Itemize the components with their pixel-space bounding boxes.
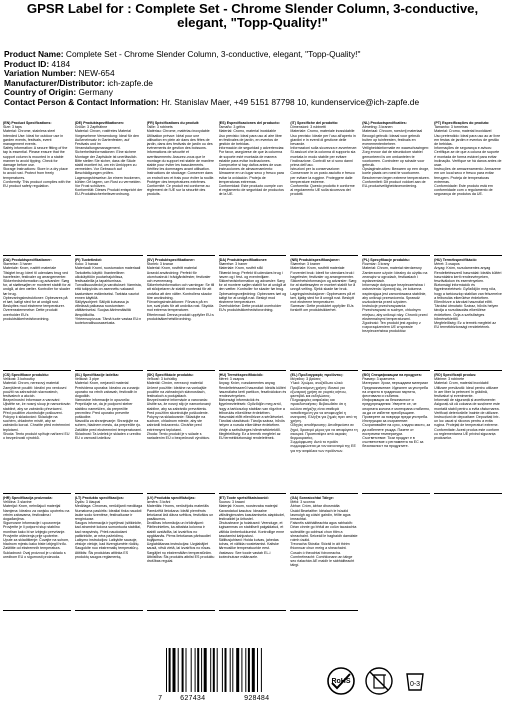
barcode-bar	[232, 648, 233, 692]
spec-heading: (HU) Termékspecifikációk:	[218, 373, 264, 377]
spec-block	[362, 258, 430, 371]
spec-text: Velikost: 3 kohoutky Materiál: Chrom, nerezový materiál Zamýšlené použití: Ideální pro venkovní použití na zahradních slavnostech, festivalech a akcích. Bezpečnostní informace a varování: Ujistěte se, že nosný sloup je namontován stabilně, aby se zabránilo převrácení. Před použitím zkontrolujte poškození. Pokyny k skladování: Skladujte na suchém, chladném místě, aby se zabránilo korozi. Chraňte před extrémními teplotami. Shoda: Tento produkt splňuje nařízení EU o bezpečnosti výrobků.	[3, 377, 71, 441]
spec-heading: (PT) Especificações do produto:	[434, 121, 490, 125]
spec-heading: (LV) Produkta specifikācijas:	[146, 496, 196, 500]
spec-text: Suurus: 3 kraani Materjal: Kroom, roostevaba materjal Kavandatud kasutus: Ideaalne välistingimustes kasutamiseks aiapidudel, festivalidel ja üritustel. Ohutusteave ja hoiatused: Veenduge, et tugisammas on stabiilselt paigaldatud, et vältida ümberkukkumist. Kontrollige enne kasutamist kahjustusi. Säilitusjuhised: Hoida kuivas, jahedas kohas, et vältida roostetamist. Kaitske äärmuslike temperatuuride eest. Vastavus: See toode vastab EL-i tooteohutuse määrusele.	[218, 500, 286, 559]
barcode-bar	[257, 648, 258, 692]
spec-heading: (NB) Produktspesifikasjoner:	[290, 258, 340, 262]
spec-text: Méret: 3 csapos Anyag: Króm, rozsdamentes anyag Rendeltetésszerű használat: Ideális kültéri használatra kerti rendezvényeken, fesztiválokon és eseményeken. Biztonsági információk és figyelmeztetések: Győződjön meg róla, hogy a tartóoszlop stabilan van felszerelve a felborulás elkerülése érdekében. Ellenőrizze a károkat használat előtt. Tárolási útmutató: Száraz, hűvös helyen tárolja a rozsdásodás elkerülése érdekében. Óvja a szélsőséges hőmérséklettől. Megfelelőség: Ez a termék megfelel az EU termékbiztonsági rendeletének.	[434, 262, 502, 330]
spec-heading: (SL) Specifikacije izdelka:	[74, 373, 119, 377]
spec-heading: (RO) Specificații produs:	[434, 373, 477, 377]
spec-heading: (IT) Specifiche del prodotto:	[290, 121, 339, 125]
info-label: Product Name:	[4, 50, 64, 59]
spec-text: Veličina: 3 slavine Materijal: Krom, nehrđajući materijal Namjena: Idealno za vanjsku upotrebu na vrtnim zabavama, festivalima i događanjima. Sigurnosne informacije i upozorenja: Provjerite je li potporni stup stabilno montiran kako bi se izbjeglo prevrtanje. Provjerite oštećenja prije upotrebe. Upute za skladištenje: Čuvajte na suhom, hladnom mjestu kako biste izbjegli hrđu. Zaštitite od ekstremnih temperatura. Sukladnost: Ovaj proizvod je u skladu s uredbom EU o sigurnosti proizvoda.	[3, 500, 70, 559]
footer	[0, 644, 505, 720]
svg-text:RoHS: RoHS	[331, 678, 351, 685]
barcode-bar	[217, 648, 218, 692]
spec-text: Méret: 3 csapos Anyag: Króm, rozsdamentes anyag Rendeltetésszerű használat: Ideális kültéri használatra kerti partikon, fesztiválokon és rendezvényeken. Biztonsági információk és figyelmeztetések: Győződjön meg arról, hogy a tartóoszlop stabilan van rögzítve a felborulás elkerülése érdekében. Használat előtt ellenőrizze a sérüléseket. Tárolási utasítások: Tárolja száraz, hűvös helyen a rozsda elkerülése érdekében. Védje a szélsőséges hőmérsékletektől. Megfelelőség: Ez a termék megfelel az EU termékbiztonsági rendeletének.	[218, 377, 287, 441]
spec-block	[290, 373, 358, 494]
barcode-bar	[186, 648, 187, 692]
spec-block	[219, 373, 287, 494]
spec-block	[3, 258, 71, 371]
spec-block	[434, 121, 502, 256]
info-row	[4, 88, 501, 98]
barcode-bar	[241, 648, 242, 692]
barcode	[158, 648, 310, 704]
spec-block	[362, 373, 430, 494]
spec-text: Størrelse: 3 kraner Materiale: Krom, rustfritt materiale Forventet bruk: Ideell for utendørs bruk i hagefester, festivaler og arrangementer. Sikkerhetsinformasjon og advarsler: Sørg for at støttesøylen er montert stabilt for å unngå velting. Sjekk skade før bruk. Lagringsinstruksjoner: Oppbevares på et tørt, kjølig sted for å unngå rust. Beskytt mot ekstreme temperaturer. Samsvar: Dette produktet oppfyller EUs forskrift om produktsikkerhet.	[290, 262, 357, 313]
spec-block	[290, 121, 358, 256]
barcode-bar	[252, 648, 255, 692]
spec-heading: (HU) Termékspecifikáció:	[434, 258, 478, 262]
spec-text: Veľkosť: 3 kohútiky Materiál: Chróm, nerezový materiál Určené použitie: Ideálne na vonkajšie použitie na záhradných slávnostiach, festivaloch a podujatiach. Bezpečnostné informácie a varovania: Uistite sa, že nosný stĺp je namontovaný stabilne, aby sa zabránilo prevráteniu. Pred použitím skontrolujte poškodenie. Pokyny na skladovanie: Skladujte na suchom, chladnom mieste, aby ste zabránili hrdzaveniu. Chráňte pred extrémnymi teplotami. Zhoda: Tento produkt je v súlade s nariadením EÚ o bezpečnosti výrobkov.	[146, 377, 211, 441]
spec-heading: (SK) Špecifikácie produktu:	[146, 373, 194, 377]
spec-heading: (EL) Προδιαγραφές προϊόντος:	[290, 373, 344, 377]
spec-heading: (CS) Specifikace produktu:	[3, 373, 49, 377]
barcode-digits-right: 928484	[244, 695, 270, 703]
info-value: NEW-654	[78, 69, 115, 78]
spec-text: Velikost: 3 pipe Material: Krom, nerjaveči material Predvidena uporaba: Idealno za zunanjo uporabo na vrtnih zabavah, festivalih in dogodkih. Varnostne informacije in opozorila: Prepričajte se, da je podporni steber stabilno nameščen, da preprečite prevrnitev. Pred uporabo preverite poškodbe. Navodila za shranjevanje: Shranjujte na suhem, hladnem mestu, da preprečite rjo. Zaščitite pred ekstremnimi temperaturami. Skladnost: Ta izdelek je skladen z uredbo EU o varnosti izdelkov.	[74, 377, 142, 441]
spec-block	[219, 258, 287, 371]
spec-block	[75, 121, 143, 256]
info-label: Country of Origin:	[4, 88, 77, 97]
spec-heading: (SV) Produktspecifikationer:	[146, 258, 196, 262]
spec-text: Dimensioni: 3 rubinetti Materiale: Cromo, materiale inossidabile Uso previsto: Ideale per l'uso all'aperto in giardini e in eventi di gestione delle bevande. Informazioni sulla sicurezza e avvertenze: Si assicuri che la colonna di supporto sia montata in modo stabile per evitare l'inclinazione. Controlli se ci sono danni prima dell'uso. Istruzioni per la conservazione: Conservare in un posto asciutto e fresco per evitare la ruggine. Proteggere dalle temperature estreme. Conformità: Questo prodotto è conforme al regolamento UE sulla sicurezza dei prodotti.	[290, 125, 358, 197]
spec-block	[75, 496, 143, 611]
info-row	[4, 50, 501, 60]
spec-heading: (DA) Produktspecifikationer:	[3, 258, 52, 262]
barcode-bar	[195, 648, 196, 692]
spec-block	[75, 258, 143, 371]
spec-grid	[3, 121, 502, 613]
info-value: Hr. Stanislav Maer, +49 5151 87798 10, kundenservice@ich-zapfe.de	[161, 97, 420, 107]
info-value: Germany	[78, 88, 113, 97]
spec-block	[147, 258, 215, 371]
info-row	[4, 98, 501, 108]
svg-text:0-3: 0-3	[409, 681, 421, 688]
page-title: GPSR Label for : Complete Set - Chrome Slender Column, 3-conductive, elegant, "Topp-Quality!"	[26, 1, 479, 30]
compliance-icons	[318, 666, 438, 706]
barcode-bar	[169, 648, 171, 692]
info-row	[4, 79, 501, 89]
info-label: Product ID:	[4, 59, 50, 69]
barcode-bar	[166, 648, 167, 692]
spec-text: Afmeting: 3 kranen Materiaal: Chroom, roestvrij materiaal Beoogd gebruik: Ideaal voor gebruik buiten op tuinfeesten, festivals en evenementenbeheer. Veiligheidsinformatie en waarschuwingen: Zorg ervoor dat de steunkolom stabiel gemonteerd is om omkantelen te voorkomen. Controleer op schade voor gebruik. Opslaginstructies: Bewaren op een droge, koele plaats om roest te voorkomen. Beschermen tegen extreme temperaturen. Conformiteit: Dit product voldoet aan de EU-productveiligheidsverordening.	[362, 125, 430, 189]
spec-block	[290, 258, 358, 371]
spec-text: Μέγεθος: 3 βρύσες Υλικό: Χρώμιο, ανοξείδωτο υλικό Προβλεπόμενη χρήση: Ιδανικό για εξωτερική χρήση σε γιορτές κήπου, φεστιβάλ και εκδηλώσεις. Πληροφορίες ασφαλείας και προειδοποιήσεις: Βεβαιωθείτε ότι η κολόνα στήριξης είναι σταθερά τοποθετημένη για να αποφευχθεί η ανατροπή. Ελέγξτε για ζημιές πριν από τη χρήση. Οδηγίες αποθήκευσης: Αποθηκεύστε σε ξηρό, δροσερό μέρος για να αποφύγετε τη σκουριά. Προστατέψτε από ακραίες θερμοκρασίες. Συμμόρφωση: Αυτό το προϊόν συμμορφώνεται με τον κανονισμό της ΕΕ για την ασφάλεια των προϊόντων.	[290, 377, 358, 453]
spec-block	[219, 121, 287, 256]
spec-text: Tamanho: 3 torneiras Material: Cromo, material inoxidável Uso pretendido: Ideal para uso ao ar livre em festas de jardim e eventos de gestão de bebidas. Informações de segurança e avisos: Certifique-se de que a coluna de suporte é montada de forma estável para evitar inclinação. Verifique se há danos antes de usar. Instruções de armazenamento: Armazene em um local seco e fresco para evitar ferrugem. Proteja de temperaturas extremas. Conformidade: Este produto está em conformidade com o regulamento de segurança de produtos da UE.	[434, 125, 502, 197]
spec-heading: (PL) Specyfikacje produktu:	[362, 258, 410, 262]
barcode-bar	[197, 648, 199, 692]
spec-block	[290, 496, 358, 611]
barcode-bar	[173, 648, 176, 692]
info-value: 4184	[51, 59, 71, 69]
spec-block	[362, 121, 430, 256]
rohs-icon	[326, 666, 356, 696]
spec-text: Méid: 3 sconna Ábhar: Cróm, ábhar dhosmálta Úsáid Beartaithe: Idéalach le húsáid lasmuigh ag cóisirí gairdín, féilte agus imeachtaí. Faisnéis sábháilteachta agus rabhaidh: Déan cinnte go bhfuil an colún tacaíochta suiteáilte go cobhsaí chun titim a sheachaint. Seiceáil le haghaidh damáiste roimh úsáid. Treoracha Stórála: Stóráil in áit thirim fhionnuar chun meirg a sheachaint. Cosain ó theochtaí foircneacha. Comhréireacht: Comhlíonann an táirge seo rialachán AE maidir le sábháilteacht táirgí.	[290, 500, 358, 568]
spec-heading: (FR) Spécifications du produit:	[146, 121, 200, 125]
spec-heading: (ET) Toote spetsifikatsioonid:	[218, 496, 269, 500]
barcode-bar	[261, 648, 262, 692]
spec-text: Izmērs: 3 krāni Materiāls: Hroms, nerūsējošs materiāls Paredzētā lietošana: Ideāli piemērots lietošanai ārā dārza svētkos, festivālos un pasākumos. Drošības informācija un brīdinājumi: Pārliecinieties, ka atbalsta kolonna ir stabili uzstādīta, lai izvairītos no apgāšanās. Pirms lietošanas pārbaudiet bojājumus. Uzglabāšanas instrukcijas: Uzglabājiet sausā, vēsā vietā, lai izvairītos no rūsas. Sargājiet no ekstremālām temperatūrām. Atbilstība: Šis produkts atbilst ES produktu drošības regulai.	[146, 500, 215, 564]
shelf-life-icon	[400, 666, 430, 696]
spec-block	[147, 121, 215, 256]
spec-heading: (LT) Produkto specifikacijos:	[74, 496, 124, 500]
spec-block	[434, 373, 502, 494]
barcode-bar	[236, 648, 239, 692]
product-info	[4, 50, 501, 107]
barcode-bar	[210, 648, 211, 692]
spec-text: Размер: 3 кранчета Материал: Хром, неръждаем материал Предназначение: Идеален за употреба на открито в градински партита, фестивали и събития. Информация за безопасност и предупреждения: Уверете се, че опорната колона е монтирана стабилно, за да се избегне преобръщане. Проверете за повреди преди употреба. Инструкции за съхранение: Съхранявайте на сухо, хладно място, за да избегнете ръжда. Пазете от екстремни температури. Съответствие: Този продукт е в съответствие с регламента на ЕС за безопасност на продуктите.	[362, 377, 431, 449]
barcode-digits-left: 627434	[180, 695, 206, 703]
spec-text: Størrelse: 3 haner Materiale: Krom, rustfrit stål Tiltænkt brug: Perfekt til udendørs brug i haven og i fest- og eventmiljøer. Sikkerhedsinformation og advarsler: Sørg for at montere søjlen stabilt for at undgå at den vælter. Kontroller for skader før brug. Opbevaringsvejledning: Opbevares tørt og køligt for at undgå rust. Beskyt mod ekstreme temperaturer. Overholdelse: Dette produkt overholder EU's produktsikkerhedsforordning.	[218, 262, 287, 313]
barcode-bar	[191, 648, 192, 692]
spec-block	[434, 258, 502, 371]
spec-heading: (GA) Sonraíochtaí Táirge:	[290, 496, 334, 500]
spec-block	[147, 496, 215, 611]
spec-block	[75, 373, 143, 494]
spec-text: Mărime: 3 robinete Material: Crom, material inoxidabil Utilizare prevăzută: Ideal pentru utilizare în aer liber la petreceri în grădină, festivaluri și evenimente. Informații de siguranță și avertismente: Asigurați-vă că coloana de susținere este montată stabil pentru a evita răsturnarea. Verificați deteriorările înainte de utilizare. Instrucțiuni de depozitare: Depozitați într-un loc uscat și răcoros pentru a evita rugina. Protejați de temperaturi extreme. Conformitate: Acest produs este conform cu reglementarea UE privind siguranța produselor.	[434, 377, 500, 441]
barcode-digit-lead: 7	[158, 695, 163, 703]
barcode-bar	[204, 648, 207, 692]
spec-block	[3, 373, 71, 494]
barcode-bar	[222, 648, 223, 692]
info-value: Complete Set - Chrome Slender Column, 3-conductive, elegant, "Topp-Quality!"	[65, 50, 361, 59]
barcode-bar	[245, 648, 246, 692]
spec-text: Storlek: 3 kranar Material: Krom, rostfritt material Avsedd användning: Perfekt för utomhusbruk i trädgårdsfester, festivaler och evenemang. Säkerhetsinformation och varningar: Se till att stödpelaren är stabilt monterad för att undvika att den välter. Kontrollera skador före användning. Förvaringsinstruktioner: Förvara på en torr, sval plats för att undvika rost. Skydda mot extrema temperaturer. Efterlevnad: Denna produkt uppfyller EU:s produktsäkerhetsförordning.	[146, 262, 215, 321]
spec-text: Størrelse: 3 haner Materiale: Krom, rustfrit materiale Tilsigtet brug: Ideel til udendørs brug ved havefester, festivaler og arrangementer. Sikkerhedsinformation og advarsler: Sørg for, at støttesøjlen er monteret stabilt for at undgå, at den vælter. Kontroller for skader før brug. Opbevaringsinstruktioner: Opbevares på et tørt, køligt sted for at undgå rust. Beskyttes mod ekstreme temperaturer. Overensstemmelse: Dette produkt overholder EU's produktsikkerhedsforordning.	[3, 262, 71, 321]
spec-text: Size: 3 taps Material: Chrome, stainless steel Intended Use: Ideal for outdoor use in garden events, festivals, event management events. Safety information: A secure fitting of the tap is essential. Please ensure that the support column is mounted in a stable manner to avoid tipping. Check for damage before use. Storage Instructions: Store in a dry place to avoid rust. Protect from freely temperatures. Conformity: This product complies with the EU product safety regulation.	[3, 125, 71, 189]
barcode-bars	[166, 648, 302, 692]
spec-block	[3, 121, 71, 256]
spec-heading: (FI) Tuotetiedot:	[74, 258, 102, 262]
info-row	[4, 69, 501, 79]
spec-text: Rozmiar: 3 krany Materiał: Chrom, materiał nierdzewny Zamierzone użycie: Idealny do użytku na zewnątrz w ogrodach, festiwalach i wydarzeniach. Informacje dotyczące bezpieczeństwa i ostrzeżenia: Upewnij się, że kolumna wspierająca jest zamontowana stabilnie, aby uniknąć przewrócenia. Sprawdź uszkodzenia przed użyciem. Instrukcje przechowywania: Przechowywać w suchym, chłodnym miejscu, aby uniknąć rdzy. Chronić przed ekstremalnymi temperaturami. Zgodność: Ten produkt jest zgodny z rozporządzeniem UE w sprawie bezpieczeństwa produktów.	[362, 262, 428, 334]
spec-block	[219, 496, 287, 611]
barcode-bar	[225, 648, 227, 692]
info-value: ich-zapfe.de	[107, 78, 153, 88]
spec-heading: (HR) Specifikacija proizvoda:	[3, 496, 53, 500]
spec-text: Größe: 3 Zapfhähne Material: Chrom, rostfreies Material Vorgesehene Verwendung: Ideal für den Außeneinsatz in Gartenfesten, auf Festivals und im Veranstaltungsmanagement. Sicherheitsinformationen: Eine sichere Montage der Zapfsäule ist unerlässlich. Bitte stellen Sie sicher, dass die Säule stabil montiert ist, um ein Umkippen zu vermeiden. Vor Gebrauch auf Beschädigungen prüfen. Lagerungshinweise: An einem trockenen, kühlen Ort lagern, um Rost zu vermeiden. Vor Frost schützen. Konformität: Dieses Produkt entspricht der EU-Produktsicherheitsverordnung.	[74, 125, 143, 197]
barcode-bar	[230, 648, 231, 692]
info-row	[4, 60, 501, 70]
barcode-bar	[248, 648, 250, 692]
spec-text: Koko: 3 hanaa Materiaali: Kromi, ruostumaton materiaali Tarkoitettu käyttö: Ihanteellinen ulkokäyttöön puutarhajuhlissa, festivaaleilla ja tapahtumissa. Turvallisuustiedot ja varoitukset: Varmista, että tukipylväs on asennettu vakaasti kaatumisen estämiseksi. Tarkista vauriot ennen käyttöä. Säilytysohjeet: Säilytä kuivassa ja viileässä paikassa ruostumisen välttämiseksi. Suojaa äärimmäisiltä lämpötiloilta. Yhteensopivuus: Tämä tuote vastaa EU:n tuoteturvallisuusasetusta.	[74, 262, 142, 326]
spec-text: Dydis: 3 čiaupai Medžiaga: Chromas, nerūdijanti medžiaga Numatoma paskirtis: Idealiai tinka naudoti lauke sodo šventėse, festivaliuose ir renginiuose. Saugos informacija ir įspėjimai: Įsitikinkite, kad atraminė kolona sumontuota stabiliai, kad neapvirstų. Prieš naudodami patikrinkite, ar nėra pažeidimų. Laikymo instrukcijos: Laikykite sausoje, vėsioje vietoje, kad išvengtumėte rūdžių. Saugokite nuo ekstremalių temperatūrų. Atitiktis: Šis produktas atitinka ES produktų saugos reglamentą.	[74, 500, 143, 559]
spec-text: Tamaño: 3 grifos Material: Cromo, material inoxidable Uso previsto: Ideal para uso al aire libre en festivales de jardín, en eventos de gestión de bebidas. Información de seguridad y advertencias: Por favor, asegúrese de que la columna de soporte esté montada de manera estable para evitar inclinaciones. Compruebe si hay daños antes de usar. Instrucciones de almacenamiento: Almacene en un lugar seco y fresco para evitar la oxidación. Proteja de temperaturas extremas. Conformidad: Este producto cumple con el reglamento de seguridad de productos de la UE.	[218, 125, 285, 197]
spec-heading: (DE) Produktspezifikationen:	[74, 121, 124, 125]
barcode-bar	[178, 648, 179, 692]
no-waste-bin-icon	[364, 666, 394, 696]
spec-heading: (ES) Especificaciones del producto:	[218, 121, 280, 125]
spec-heading: (BG) Спецификации на продукта:	[362, 373, 422, 377]
spec-block	[147, 373, 215, 494]
info-label: Variation Number:	[4, 69, 77, 78]
spec-heading: (NL) Productspecificaties:	[362, 121, 407, 125]
spec-text: Taille: 3 robinets Matériau: Chrome, matériau inoxydable Utilisation prévue: Idéal pour une utilisation en plein air dans des fêtes de jardin, dans des festivals de jardin ou des événements de gestion des boissons. Informations de sécurité et avertissements: Assurez-vous que le montage du support est stable de manière stable pour éviter les basculements. Vérifiez les dommages avant utilisation. Instructions de stockage: Conserver dans un endroit sec et frais pour éviter la rouille. Protéger des températures extrêmes. Conformité: Ce produit est conforme au règlement de l'UE sur la sécurité des produits.	[146, 125, 215, 197]
spec-heading: (EN) Product Specifications:	[3, 121, 52, 125]
spec-block	[3, 496, 71, 611]
info-label: Manufacturer/Distributor:	[4, 78, 105, 88]
barcode-bar	[213, 648, 215, 692]
barcode-bar	[201, 648, 202, 692]
spec-heading: (DA) Produktspecifikationer:	[218, 258, 268, 262]
barcode-bar	[182, 648, 184, 692]
info-label: Contact Person & Contact Information:	[4, 97, 159, 107]
